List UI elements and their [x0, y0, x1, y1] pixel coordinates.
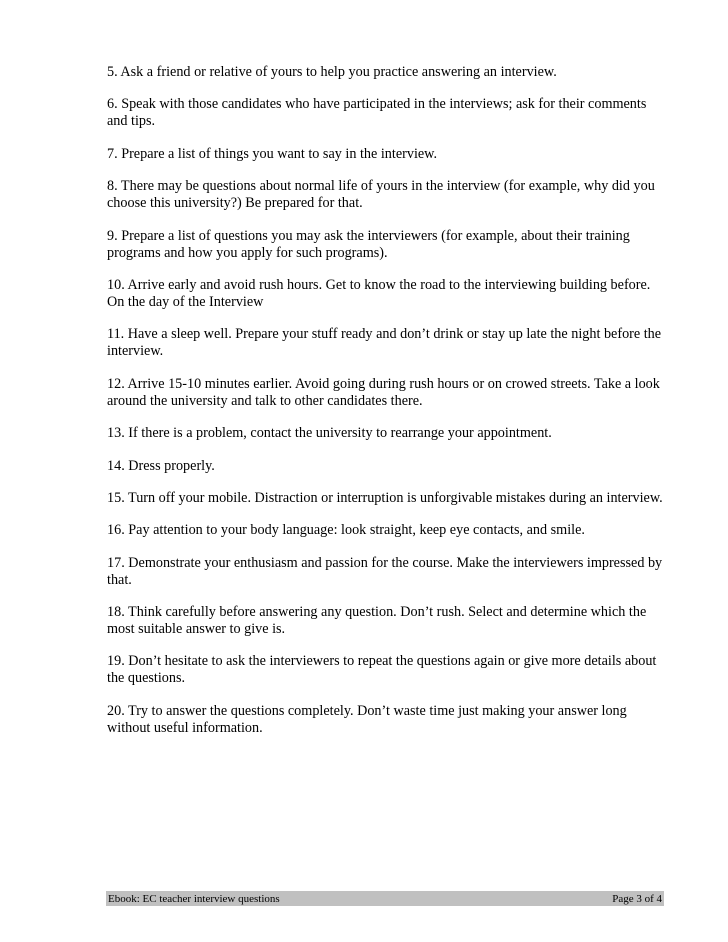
list-item-12: 12. Arrive 15-10 minutes earlier. Avoid going during rush hours or on crowed streets. Take a look around the university and talk to other candidates there. [107, 375, 660, 409]
list-item-20: 20. Try to answer the questions completely. Don’t waste time just making your answer long without useful information. [107, 702, 627, 736]
page-number: Page 3 of 4 [612, 892, 662, 905]
list-item-14: 14. Dress properly. [107, 457, 215, 474]
list-item-6: 6. Speak with those candidates who have participated in the interviews; ask for their comments and tips. [107, 96, 647, 130]
list-item-18: 18. Think carefully before answering any question. Don’t rush. Select and determine which the most suitable answer to give is. [107, 604, 647, 638]
list-item-16: 16. Pay attention to your body language: look straight, keep eye contacts, and smile. [107, 522, 585, 539]
footer-title: Ebook: EC teacher interview questions [108, 892, 280, 905]
page-content [107, 64, 663, 752]
list-item-7: 7. Prepare a list of things you want to say in the interview. [107, 145, 438, 162]
list-item-11: 11. Have a sleep well. Prepare your stuff ready and don’t drink or stay up late the night before the interview. [107, 326, 662, 360]
list-item-13: 13. If there is a problem, contact the university to rearrange your appointment. [107, 425, 552, 442]
list-item-9: 9. Prepare a list of questions you may ask the interviewers (for example, about their training programs and how you apply for such programs). [107, 227, 630, 261]
list-item-17: 17. Demonstrate your enthusiasm and passion for the course. Make the interviewers impressed by that. [107, 554, 663, 588]
list-item-8: 8. There may be questions about normal life of yours in the interview (for example, why did you choose this university?) Be prepared for that. [107, 178, 655, 212]
list-item-15: 15. Turn off your mobile. Distraction or interruption is unforgivable mistakes during an interview. [107, 489, 663, 506]
list-item-19: 19. Don’t hesitate to ask the interviewers to repeat the questions again or give more details about the questions. [107, 653, 657, 687]
list-item-5: 5. Ask a friend or relative of yours to help you practice answering an interview. [107, 64, 557, 80]
page-footer [106, 891, 664, 906]
list-item-10: 10. Arrive early and avoid rush hours. Get to know the road to the interviewing building before. On the day of the Interview [107, 276, 651, 310]
